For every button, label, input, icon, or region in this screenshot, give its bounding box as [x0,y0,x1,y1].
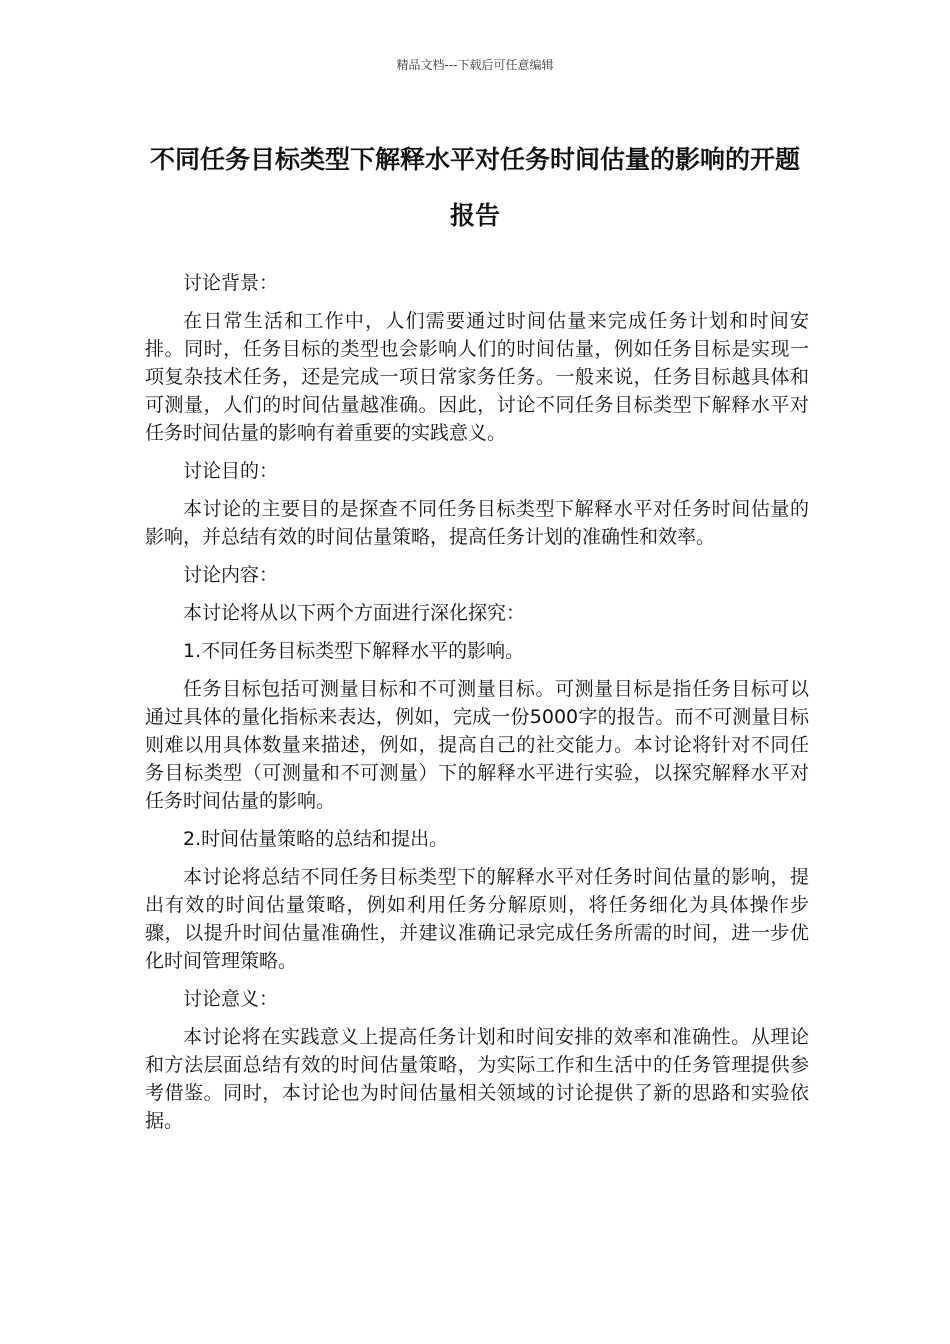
heading-significance: 讨论意义： [183,988,279,1010]
item-2-title: 2.时间估量策略的总结和提出。 [183,828,449,850]
paragraph-background: 在日常生活和工作中，人们需要通过时间估量来完成任务计划和时间安排。同时，任务目标的类型也会影响人们的时间估量，例如任务目标是实现一项复杂技术任务，还是完成一项日常家务任务。一般来说，任务目标越具体和可测量，人们的时间估量越准确。因此，讨论不同任务目标类型下解释水平对任务时间估量的影响有着重要的实践意义。 [145,310,809,444]
document-title: 不同任务目标类型下解释水平对任务时间估量的影响的开题报告 [149,145,800,230]
paragraph-significance: 本讨论将在实践意义上提高任务计划和时间安排的效率和准确性。从理论和方法层面总结有效的时间估量策略，为实际工作和生活中的任务管理提供参考借鉴。同时，本讨论也为时间估量相关领域的讨论提供了新的思路和实验依据。 [145,1026,809,1132]
heading-purpose: 讨论目的： [183,460,279,482]
heading-content: 讨论内容： [183,564,279,586]
document-body [145,269,809,1145]
item-1-body: 任务目标包括可测量目标和不可测量目标。可测量目标是指任务目标可以通过具体的量化指标来表达，例如，完成一份5000字的报告。而不可测量目标则难以用具体数量来描述，例如，提高自己的社交能力。本讨论将针对不同任务目标类型（可测量和不可测量）下的解释水平进行实验，以探究解释水平对任务时间估量的影响。 [145,678,809,812]
header-note: 精品文档---下载后可任意编辑 [396,58,554,72]
item-2-body: 本讨论将总结不同任务目标类型下的解释水平对任务时间估量的影响，提出有效的时间估量策略，例如利用任务分解原则，将任务细化为具体操作步骤，以提升时间估量准确性，并建议准确记录完成任务所需的时间，进一步优化时间管理策略。 [145,866,809,972]
paragraph-purpose: 本讨论的主要目的是探查不同任务目标类型下解释水平对任务时间估量的影响，并总结有效的时间估量策略，提高任务计划的准确性和效率。 [145,498,809,548]
item-1-title: 1.不同任务目标类型下解释水平的影响。 [183,640,525,662]
paragraph-content-intro: 本讨论将从以下两个方面进行深化探究： [183,602,526,624]
heading-background: 讨论背景： [183,272,279,294]
